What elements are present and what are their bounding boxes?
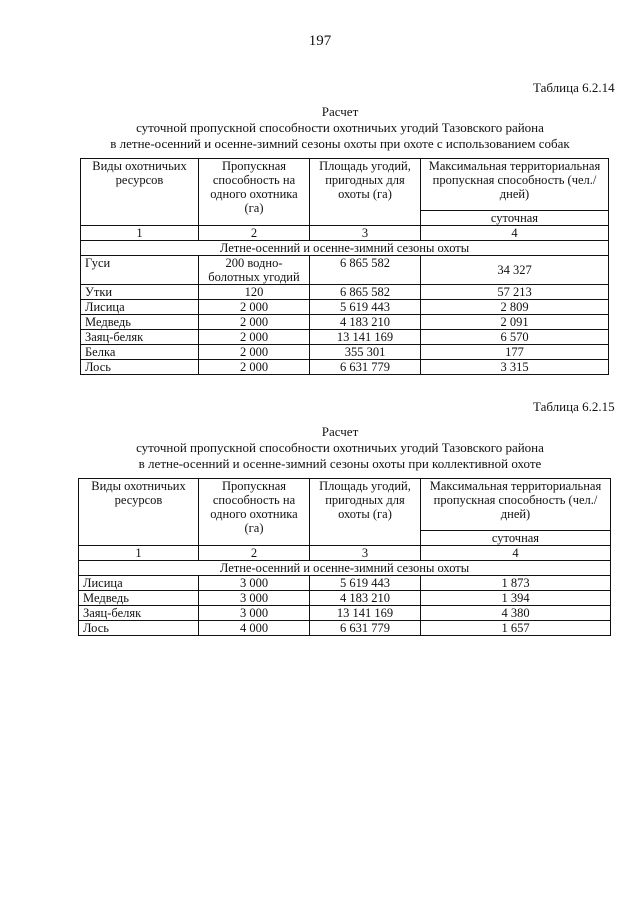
species-cell: Заяц-беляк — [79, 606, 199, 621]
table2-index: 3 — [310, 546, 421, 561]
area-cell: 6 865 582 — [310, 285, 421, 300]
table2 — [78, 478, 611, 636]
max-cell: 1 873 — [421, 576, 611, 591]
capacity-cell: 2 000 — [199, 315, 310, 330]
area-cell: 355 301 — [310, 345, 421, 360]
table2-index: 4 — [421, 546, 611, 561]
table1-section-title: Летне-осенний и осенне-зимний сезоны охоты — [81, 241, 609, 256]
table2-index-row — [79, 546, 611, 561]
max-cell: 3 315 — [421, 360, 609, 375]
table-row — [79, 591, 611, 606]
table1-index: 2 — [199, 226, 310, 241]
area-cell: 6 865 582 — [310, 256, 421, 285]
capacity-cell: 3 000 — [199, 576, 310, 591]
table1-title-line-2: суточной пропускной способности охотничьих угодий Тазовского района — [136, 120, 544, 135]
species-cell: Утки — [81, 285, 199, 300]
table-row — [81, 285, 609, 300]
area-cell: 5 619 443 — [310, 300, 421, 315]
table-row — [79, 576, 611, 591]
table-row — [79, 606, 611, 621]
max-cell: 1 394 — [421, 591, 611, 606]
table-row — [81, 330, 609, 345]
species-cell: Медведь — [81, 315, 199, 330]
max-cell: 1 657 — [421, 621, 611, 636]
capacity-cell: 2 000 — [199, 300, 310, 315]
max-cell: 34 327 — [421, 256, 609, 285]
table1-wrapper — [80, 158, 609, 375]
table1-title-line-3: в летне-осенний и осенне-зимний сезоны охоты при охоте с использованием собак — [110, 136, 570, 151]
table2-header-area: Площадь угодий, пригодных для охоты (га) — [310, 479, 421, 546]
capacity-cell: 120 — [199, 285, 310, 300]
table-row — [79, 621, 611, 636]
table-row — [81, 256, 609, 285]
table2-header-max: Максимальная территориальная пропускная способность (чел./дней) — [421, 479, 611, 531]
table-row — [81, 360, 609, 375]
species-cell: Лисица — [81, 300, 199, 315]
capacity-cell: 2 000 — [199, 345, 310, 360]
table2-index: 1 — [79, 546, 199, 561]
table2-title-line-3: в летне-осенний и осенне-зимний сезоны охоты при коллективной охоте — [138, 456, 542, 471]
table1-index: 4 — [421, 226, 609, 241]
max-cell: 57 213 — [421, 285, 609, 300]
max-cell: 4 380 — [421, 606, 611, 621]
table-row — [81, 300, 609, 315]
table-row — [81, 315, 609, 330]
species-cell: Медведь — [79, 591, 199, 606]
table2-title — [60, 424, 620, 472]
max-cell: 6 570 — [421, 330, 609, 345]
area-cell: 4 183 210 — [310, 591, 421, 606]
area-cell: 6 631 779 — [310, 360, 421, 375]
capacity-cell: 4 000 — [199, 621, 310, 636]
table1-header-species: Виды охотничьих ресурсов — [81, 159, 199, 226]
table2-wrapper — [78, 478, 611, 636]
table-label-6-2-15: Таблица 6.2.15 — [533, 399, 615, 414]
area-cell: 13 141 169 — [310, 330, 421, 345]
table1-header-capacity: Пропускная способность на одного охотника (га) — [199, 159, 310, 226]
table1 — [80, 158, 609, 375]
table2-header-capacity: Пропускная способность на одного охотника (га) — [199, 479, 310, 546]
table-label-6-2-14: Таблица 6.2.14 — [533, 80, 615, 95]
capacity-cell: 2 000 — [199, 330, 310, 345]
table2-header-max-sub: суточная — [421, 531, 611, 546]
table1-index: 3 — [310, 226, 421, 241]
area-cell: 13 141 169 — [310, 606, 421, 621]
area-cell: 5 619 443 — [310, 576, 421, 591]
table2-header-species: Виды охотничьих ресурсов — [79, 479, 199, 546]
max-cell: 177 — [421, 345, 609, 360]
species-cell: Лисица — [79, 576, 199, 591]
table1-index-row — [81, 226, 609, 241]
capacity-cell: 2 000 — [199, 360, 310, 375]
max-cell: 2 809 — [421, 300, 609, 315]
capacity-cell: 3 000 — [199, 591, 310, 606]
area-cell: 6 631 779 — [310, 621, 421, 636]
max-cell: 2 091 — [421, 315, 609, 330]
species-cell: Белка — [81, 345, 199, 360]
table2-section-title: Летне-осенний и осенне-зимний сезоны охоты — [79, 561, 611, 576]
table1-header-max: Максимальная территориальная пропускная способность (чел./дней) — [421, 159, 609, 211]
table-row — [81, 345, 609, 360]
capacity-cell: 3 000 — [199, 606, 310, 621]
table2-title-line-1: Расчет — [321, 424, 359, 439]
species-cell: Лось — [79, 621, 199, 636]
table1-header-max-sub: суточная — [421, 211, 609, 226]
capacity-cell: 200 водно-болотных угодий — [199, 256, 310, 285]
table1-header-area: Площадь угодий, пригодных для охоты (га) — [310, 159, 421, 226]
species-cell: Гуси — [81, 256, 199, 285]
species-cell: Заяц-беляк — [81, 330, 199, 345]
page-number: 197 — [308, 33, 332, 49]
table1-title-line-1: Расчет — [321, 104, 359, 119]
species-cell: Лось — [81, 360, 199, 375]
table1-title — [60, 104, 620, 152]
table2-index: 2 — [199, 546, 310, 561]
area-cell: 4 183 210 — [310, 315, 421, 330]
table1-index: 1 — [81, 226, 199, 241]
table2-title-line-2: суточной пропускной способности охотничьих угодий Тазовского района — [136, 440, 544, 455]
